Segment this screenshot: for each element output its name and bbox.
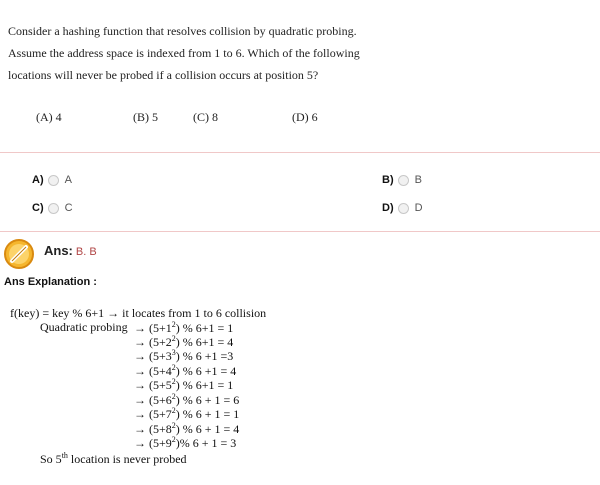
question-line-3: locations will never be probed if a collision occurs at position 5? — [8, 68, 319, 82]
choice-a-value: A — [64, 174, 72, 186]
probe-row-1-pre: → (5+1 — [134, 321, 172, 335]
probe-row-3-exp: 3 — [171, 348, 176, 357]
probe-row-4-pre: → (5+4 — [134, 364, 172, 378]
choice-d[interactable] — [382, 202, 423, 214]
answer-label: Ans: — [44, 243, 73, 258]
divider-top — [0, 152, 600, 153]
answer-value: B. B — [75, 246, 97, 258]
answer — [44, 243, 97, 258]
probe-row-6-exp: 2 — [171, 392, 176, 401]
probe-row-2-pre: → (5+2 — [134, 335, 172, 349]
option-c-text: (C) 8 — [193, 110, 218, 124]
choice-b-radio[interactable] — [398, 175, 409, 186]
probe-row-8-exp: 2 — [171, 421, 176, 430]
choice-b-label: B) — [382, 174, 394, 186]
option-b-text: (B) 5 — [133, 110, 158, 124]
choice-d-radio[interactable] — [398, 203, 409, 214]
choice-a[interactable] — [32, 174, 72, 186]
probe-row-2-post: ) % 6+1 = 4 — [175, 335, 234, 349]
probe-row-5-pre: → (5+5 — [134, 378, 172, 392]
conclusion-sup: th — [61, 451, 68, 460]
pencil-badge-icon — [3, 238, 35, 270]
probe-row-8-post: ) % 6 + 1 = 4 — [175, 422, 240, 436]
option-a-text: (A) 4 — [36, 110, 62, 124]
conclusion-pre: So 5 — [40, 452, 62, 466]
question-line-2: Assume the address space is indexed from 1 to 6. Which of the following — [8, 46, 360, 60]
choice-c-label: C) — [32, 202, 44, 214]
probe-row-3-post: ) % 6 +1 =3 — [175, 349, 234, 363]
probe-row-7 — [134, 406, 239, 422]
explanation-title: Ans Explanation : — [4, 276, 97, 288]
probe-row-9-exp: 2 — [171, 435, 176, 444]
probe-row-3-pre: → (5+3 — [134, 349, 172, 363]
conclusion-post: location is never probed — [67, 452, 187, 466]
choice-b[interactable] — [382, 174, 422, 186]
probe-row-6-post: ) % 6 + 1 = 6 — [175, 393, 240, 407]
choice-c-radio[interactable] — [48, 203, 59, 214]
choice-a-radio[interactable] — [48, 175, 59, 186]
explanation-line-0: f(key) = key % 6+1 → it locates from 1 to 6 collision — [10, 306, 267, 320]
probe-row-6-pre: → (5+6 — [134, 393, 172, 407]
probe-row-5-post: ) % 6+1 = 1 — [175, 378, 234, 392]
choice-d-value: D — [414, 202, 423, 214]
probe-row-9 — [134, 435, 236, 451]
probe-row-2-exp: 2 — [171, 334, 176, 343]
probe-row-3 — [134, 348, 233, 364]
choice-a-label: A) — [32, 174, 44, 186]
divider-bottom — [0, 231, 600, 232]
probe-row-9-post: )% 6 + 1 = 3 — [175, 436, 237, 450]
option-d-text: (D) 6 — [292, 110, 318, 124]
choice-d-label: D) — [382, 202, 394, 214]
conclusion — [40, 451, 187, 467]
probe-row-5-exp: 2 — [171, 377, 176, 386]
probe-label: Quadratic probing — [40, 320, 128, 334]
choice-c-value: C — [64, 202, 73, 214]
probe-row-7-post: ) % 6 + 1 = 1 — [175, 407, 240, 421]
probe-row-7-exp: 2 — [171, 406, 176, 415]
question-line-1: Consider a hashing function that resolves collision by quadratic probing. — [8, 24, 357, 38]
probe-row-4-exp: 2 — [171, 363, 176, 372]
probe-row-9-pre: → (5+9 — [134, 436, 172, 450]
probe-row-4-post: ) % 6 +1 = 4 — [175, 364, 237, 378]
choice-b-value: B — [414, 174, 422, 186]
probe-row-5 — [134, 377, 233, 393]
probe-row-1-post: ) % 6+1 = 1 — [175, 321, 234, 335]
probe-row-8-pre: → (5+8 — [134, 422, 172, 436]
probe-row-7-pre: → (5+7 — [134, 407, 172, 421]
choice-c[interactable] — [32, 202, 73, 214]
probe-row-1-exp: 2 — [171, 320, 176, 329]
